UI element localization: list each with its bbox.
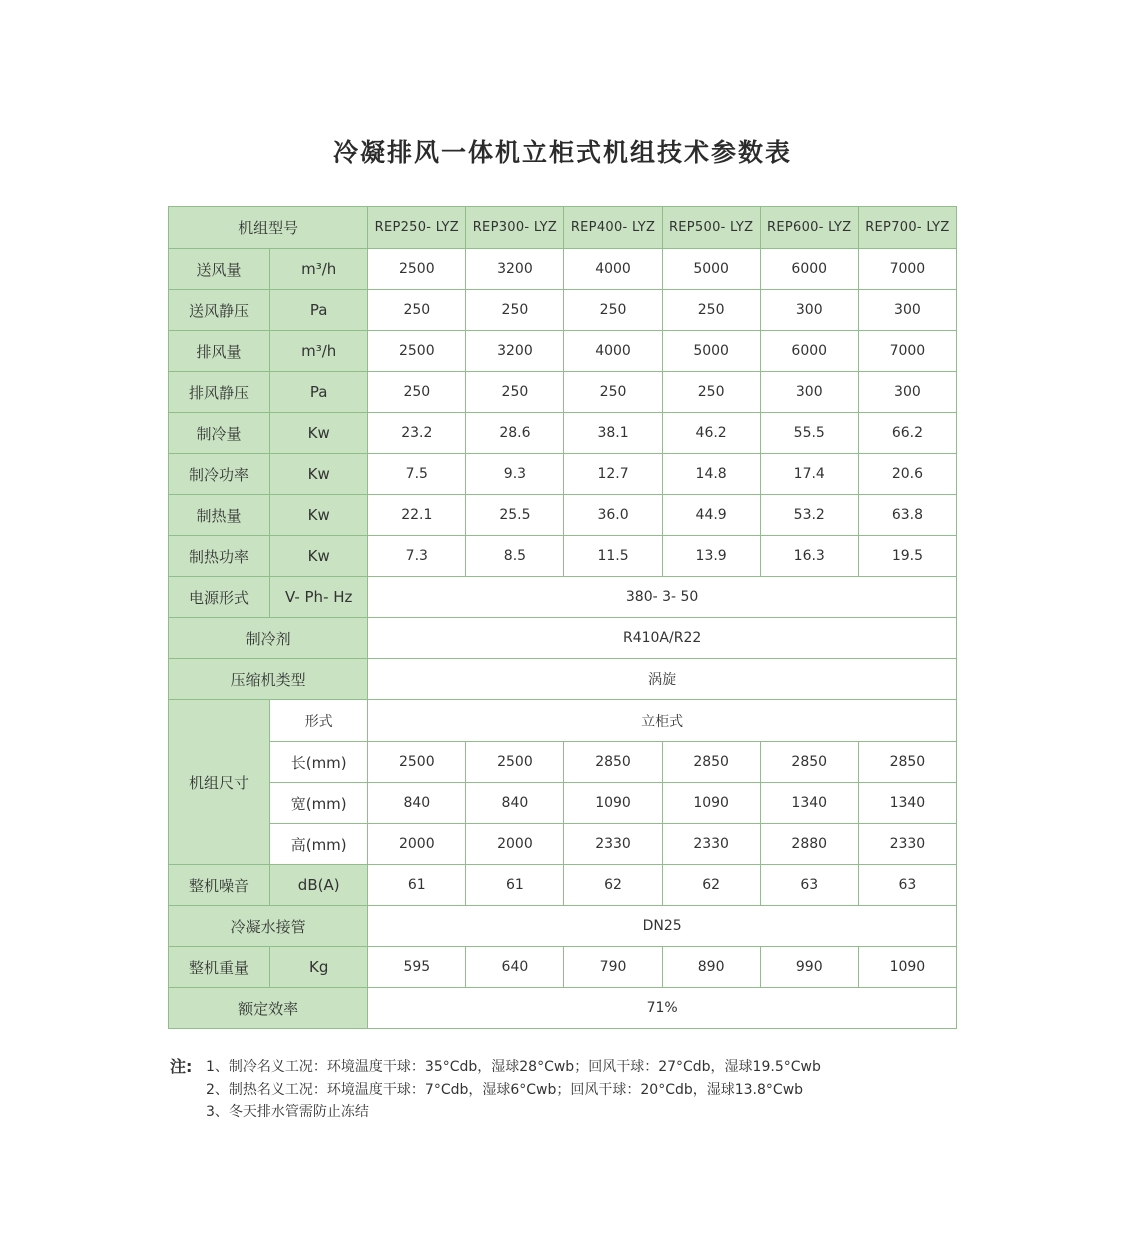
value-cell: 63 <box>760 865 858 906</box>
value-cell: 19.5 <box>858 536 956 577</box>
sub-label: 宽(mm) <box>270 783 368 824</box>
value-cell: 63.8 <box>858 495 956 536</box>
table-row <box>169 331 957 372</box>
row-label: 制冷剂 <box>169 618 368 659</box>
value-cell: 300 <box>858 290 956 331</box>
row-label: 送风量 <box>169 249 270 290</box>
table-row <box>169 454 957 495</box>
table-row <box>169 906 957 947</box>
model-header: REP700- LYZ <box>858 207 956 249</box>
value-cell: 5000 <box>662 331 760 372</box>
table-row <box>169 618 957 659</box>
row-unit: Pa <box>270 290 368 331</box>
table-row <box>169 947 957 988</box>
row-unit: m³/h <box>270 249 368 290</box>
model-header: REP300- LYZ <box>466 207 564 249</box>
value-cell: 7000 <box>858 249 956 290</box>
value-cell: 63 <box>858 865 956 906</box>
value-cell: 9.3 <box>466 454 564 495</box>
row-label: 制热功率 <box>169 536 270 577</box>
row-unit: Kw <box>270 536 368 577</box>
table-row <box>169 207 957 249</box>
value-cell: 250 <box>662 372 760 413</box>
table-row <box>169 495 957 536</box>
model-header: REP400- LYZ <box>564 207 662 249</box>
notes-label: 注: <box>170 1057 193 1076</box>
table-row <box>169 700 957 742</box>
row-label: 排风静压 <box>169 372 270 413</box>
value-cell: 300 <box>760 372 858 413</box>
value-cell: 6000 <box>760 331 858 372</box>
row-unit: Kw <box>270 454 368 495</box>
row-label: 机组尺寸 <box>169 700 270 865</box>
value-cell: 61 <box>466 865 564 906</box>
value-cell: 62 <box>564 865 662 906</box>
value-cell: 2500 <box>368 249 466 290</box>
note-item-3: 3、冬天排水管需防止冻结 <box>206 1104 369 1120</box>
table-row <box>169 249 957 290</box>
value-cell: 595 <box>368 947 466 988</box>
value-cell: 2500 <box>368 742 466 783</box>
note-item-2: 2、制热名义工况：环境温度干球：7°Cdb，湿球6°Cwb；回风干球：20°Cdb，湿球13.8°Cwb <box>206 1081 804 1098</box>
value-cell: 3200 <box>466 331 564 372</box>
table-row <box>169 742 957 783</box>
value-cell: 1090 <box>858 947 956 988</box>
table-row <box>169 988 957 1029</box>
value-cell: 53.2 <box>760 495 858 536</box>
value-cell: 1090 <box>564 783 662 824</box>
row-label: 送风静压 <box>169 290 270 331</box>
sub-label: 长(mm) <box>270 742 368 783</box>
value-cell: 13.9 <box>662 536 760 577</box>
row-label: 压缩机类型 <box>169 659 368 700</box>
row-label: 额定效率 <box>169 988 368 1029</box>
row-label: 制冷功率 <box>169 454 270 495</box>
value-cell: 250 <box>564 290 662 331</box>
notes <box>170 1056 821 1124</box>
page-title: 冷凝排风一体机立柜式机组技术参数表 <box>332 138 792 167</box>
value-cell: 涡旋 <box>368 659 957 700</box>
row-unit: Kg <box>270 947 368 988</box>
value-cell: 14.8 <box>662 454 760 495</box>
table-row <box>169 290 957 331</box>
value-cell: 23.2 <box>368 413 466 454</box>
value-cell: 250 <box>368 372 466 413</box>
value-cell: 11.5 <box>564 536 662 577</box>
value-cell: 7.5 <box>368 454 466 495</box>
row-unit: m³/h <box>270 331 368 372</box>
spec-table-body <box>169 207 957 1029</box>
spec-table <box>168 206 957 1029</box>
value-cell: 2880 <box>760 824 858 865</box>
value-cell: 38.1 <box>564 413 662 454</box>
value-cell: 840 <box>466 783 564 824</box>
row-label: 电源形式 <box>169 577 270 618</box>
value-cell: 5000 <box>662 249 760 290</box>
value-cell: DN25 <box>368 906 957 947</box>
value-cell: 250 <box>564 372 662 413</box>
value-cell: 3200 <box>466 249 564 290</box>
table-row <box>169 865 957 906</box>
row-label: 排风量 <box>169 331 270 372</box>
value-cell: 2000 <box>368 824 466 865</box>
value-cell: 4000 <box>564 249 662 290</box>
row-unit: V- Ph- Hz <box>270 577 368 618</box>
table-row <box>169 824 957 865</box>
sub-label: 高(mm) <box>270 824 368 865</box>
value-cell: 2500 <box>466 742 564 783</box>
value-cell: 250 <box>368 290 466 331</box>
value-cell: 36.0 <box>564 495 662 536</box>
model-header: REP500- LYZ <box>662 207 760 249</box>
value-cell: 2850 <box>662 742 760 783</box>
row-unit: Kw <box>270 413 368 454</box>
value-cell: 2330 <box>858 824 956 865</box>
value-cell: 1340 <box>858 783 956 824</box>
value-cell: 立柜式 <box>368 700 957 742</box>
value-cell: 46.2 <box>662 413 760 454</box>
value-cell: 2330 <box>564 824 662 865</box>
value-cell: 790 <box>564 947 662 988</box>
value-cell: 840 <box>368 783 466 824</box>
value-cell: 25.5 <box>466 495 564 536</box>
value-cell: 20.6 <box>858 454 956 495</box>
value-cell: 7000 <box>858 331 956 372</box>
value-cell: R410A/R22 <box>368 618 957 659</box>
value-cell: 7.3 <box>368 536 466 577</box>
value-cell: 8.5 <box>466 536 564 577</box>
model-header: REP600- LYZ <box>760 207 858 249</box>
table-row <box>169 659 957 700</box>
value-cell: 990 <box>760 947 858 988</box>
value-cell: 890 <box>662 947 760 988</box>
value-cell: 16.3 <box>760 536 858 577</box>
sub-label: 形式 <box>270 700 368 742</box>
value-cell: 2500 <box>368 331 466 372</box>
table-row <box>169 577 957 618</box>
row-unit: dB(A) <box>270 865 368 906</box>
table-row <box>169 783 957 824</box>
value-cell: 300 <box>858 372 956 413</box>
value-cell: 380- 3- 50 <box>368 577 957 618</box>
value-cell: 2850 <box>858 742 956 783</box>
value-cell: 250 <box>662 290 760 331</box>
value-cell: 300 <box>760 290 858 331</box>
value-cell: 55.5 <box>760 413 858 454</box>
value-cell: 44.9 <box>662 495 760 536</box>
value-cell: 2000 <box>466 824 564 865</box>
value-cell: 1340 <box>760 783 858 824</box>
value-cell: 66.2 <box>858 413 956 454</box>
value-cell: 1090 <box>662 783 760 824</box>
note-item-1: 1、制冷名义工况：环境温度干球：35°Cdb，湿球28°Cwb；回风干球：27°Cdb，湿球19.5°Cwb <box>206 1059 821 1075</box>
value-cell: 250 <box>466 372 564 413</box>
row-label: 制冷量 <box>169 413 270 454</box>
value-cell: 17.4 <box>760 454 858 495</box>
table-row <box>169 413 957 454</box>
row-label: 冷凝水接管 <box>169 906 368 947</box>
table-row <box>169 536 957 577</box>
value-cell: 4000 <box>564 331 662 372</box>
value-cell: 22.1 <box>368 495 466 536</box>
row-label: 整机噪音 <box>169 865 270 906</box>
value-cell: 28.6 <box>466 413 564 454</box>
value-cell: 12.7 <box>564 454 662 495</box>
value-cell: 71% <box>368 988 957 1029</box>
row-label: 整机重量 <box>169 947 270 988</box>
table-row <box>169 372 957 413</box>
model-header: REP250- LYZ <box>368 207 466 249</box>
value-cell: 6000 <box>760 249 858 290</box>
value-cell: 2850 <box>760 742 858 783</box>
value-cell: 2330 <box>662 824 760 865</box>
row-unit: Kw <box>270 495 368 536</box>
value-cell: 2850 <box>564 742 662 783</box>
value-cell: 61 <box>368 865 466 906</box>
row-unit: Pa <box>270 372 368 413</box>
row-label: 制热量 <box>169 495 270 536</box>
value-cell: 62 <box>662 865 760 906</box>
value-cell: 250 <box>466 290 564 331</box>
model-label: 机组型号 <box>169 207 368 249</box>
value-cell: 640 <box>466 947 564 988</box>
